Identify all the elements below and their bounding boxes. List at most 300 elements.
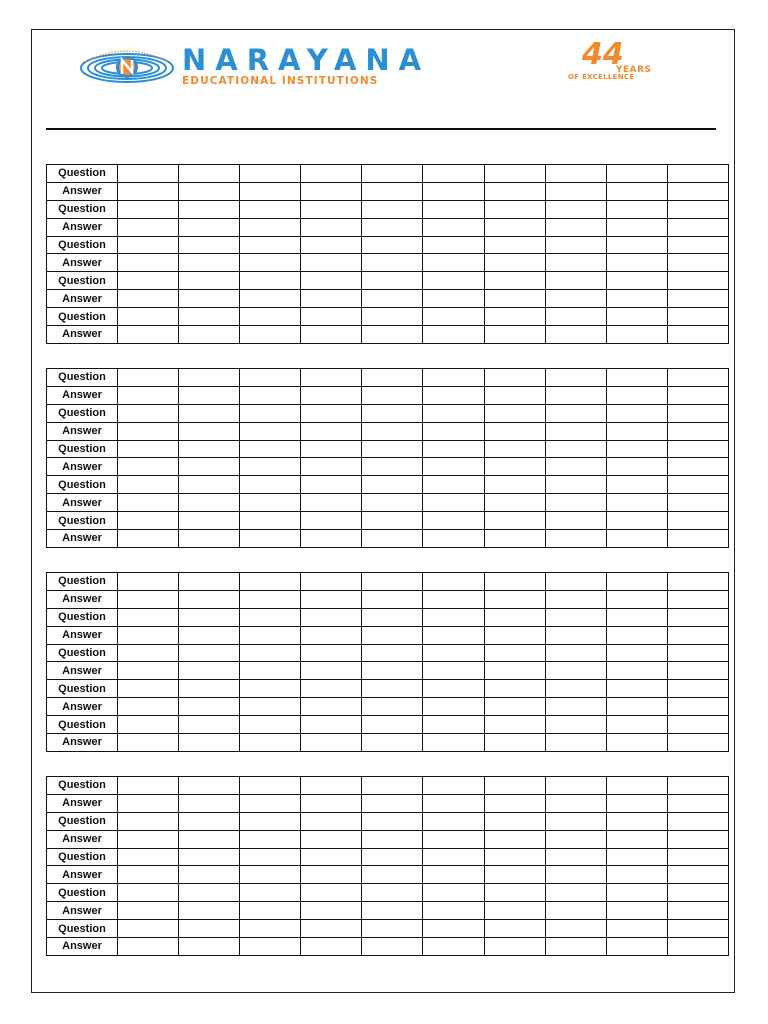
blank-cell[interactable] <box>423 458 484 476</box>
blank-cell[interactable] <box>545 236 606 254</box>
blank-cell[interactable] <box>667 608 728 626</box>
blank-cell[interactable] <box>240 662 301 680</box>
blank-cell[interactable] <box>667 590 728 608</box>
blank-cell[interactable] <box>240 626 301 644</box>
blank-cell[interactable] <box>484 716 545 734</box>
blank-cell[interactable] <box>545 458 606 476</box>
blank-cell[interactable] <box>606 218 667 236</box>
blank-cell[interactable] <box>240 530 301 548</box>
blank-cell[interactable] <box>362 734 423 752</box>
blank-cell[interactable] <box>423 716 484 734</box>
blank-cell[interactable] <box>484 680 545 698</box>
blank-cell[interactable] <box>179 777 240 795</box>
blank-cell[interactable] <box>179 608 240 626</box>
blank-cell[interactable] <box>606 254 667 272</box>
blank-cell[interactable] <box>545 884 606 902</box>
blank-cell[interactable] <box>667 440 728 458</box>
blank-cell[interactable] <box>423 734 484 752</box>
blank-cell[interactable] <box>667 626 728 644</box>
blank-cell[interactable] <box>118 272 179 290</box>
blank-cell[interactable] <box>301 440 362 458</box>
blank-cell[interactable] <box>423 182 484 200</box>
blank-cell[interactable] <box>362 938 423 956</box>
blank-cell[interactable] <box>179 698 240 716</box>
blank-cell[interactable] <box>179 680 240 698</box>
blank-cell[interactable] <box>545 680 606 698</box>
blank-cell[interactable] <box>423 165 484 183</box>
blank-cell[interactable] <box>118 608 179 626</box>
blank-cell[interactable] <box>606 476 667 494</box>
blank-cell[interactable] <box>301 386 362 404</box>
blank-cell[interactable] <box>484 794 545 812</box>
blank-cell[interactable] <box>606 404 667 422</box>
blank-cell[interactable] <box>606 165 667 183</box>
blank-cell[interactable] <box>240 716 301 734</box>
blank-cell[interactable] <box>606 920 667 938</box>
blank-cell[interactable] <box>484 404 545 422</box>
blank-cell[interactable] <box>606 662 667 680</box>
blank-cell[interactable] <box>423 530 484 548</box>
blank-cell[interactable] <box>240 698 301 716</box>
blank-cell[interactable] <box>362 494 423 512</box>
blank-cell[interactable] <box>240 369 301 387</box>
blank-cell[interactable] <box>240 290 301 308</box>
blank-cell[interactable] <box>667 716 728 734</box>
blank-cell[interactable] <box>118 794 179 812</box>
blank-cell[interactable] <box>118 626 179 644</box>
blank-cell[interactable] <box>667 369 728 387</box>
blank-cell[interactable] <box>118 494 179 512</box>
blank-cell[interactable] <box>667 404 728 422</box>
blank-cell[interactable] <box>484 590 545 608</box>
blank-cell[interactable] <box>118 530 179 548</box>
blank-cell[interactable] <box>606 182 667 200</box>
blank-cell[interactable] <box>484 290 545 308</box>
blank-cell[interactable] <box>606 866 667 884</box>
blank-cell[interactable] <box>118 512 179 530</box>
blank-cell[interactable] <box>240 218 301 236</box>
blank-cell[interactable] <box>667 200 728 218</box>
blank-cell[interactable] <box>301 236 362 254</box>
blank-cell[interactable] <box>423 386 484 404</box>
blank-cell[interactable] <box>240 794 301 812</box>
blank-cell[interactable] <box>545 218 606 236</box>
blank-cell[interactable] <box>606 369 667 387</box>
blank-cell[interactable] <box>606 386 667 404</box>
blank-cell[interactable] <box>301 866 362 884</box>
blank-cell[interactable] <box>667 458 728 476</box>
blank-cell[interactable] <box>179 716 240 734</box>
blank-cell[interactable] <box>423 812 484 830</box>
blank-cell[interactable] <box>606 812 667 830</box>
blank-cell[interactable] <box>118 716 179 734</box>
blank-cell[interactable] <box>667 476 728 494</box>
blank-cell[interactable] <box>606 734 667 752</box>
blank-cell[interactable] <box>240 165 301 183</box>
blank-cell[interactable] <box>667 680 728 698</box>
blank-cell[interactable] <box>301 200 362 218</box>
blank-cell[interactable] <box>301 608 362 626</box>
blank-cell[interactable] <box>240 386 301 404</box>
blank-cell[interactable] <box>667 530 728 548</box>
blank-cell[interactable] <box>240 848 301 866</box>
blank-cell[interactable] <box>545 866 606 884</box>
blank-cell[interactable] <box>423 236 484 254</box>
blank-cell[interactable] <box>240 920 301 938</box>
blank-cell[interactable] <box>301 644 362 662</box>
blank-cell[interactable] <box>179 476 240 494</box>
blank-cell[interactable] <box>240 938 301 956</box>
blank-cell[interactable] <box>667 494 728 512</box>
blank-cell[interactable] <box>362 165 423 183</box>
blank-cell[interactable] <box>362 608 423 626</box>
blank-cell[interactable] <box>240 476 301 494</box>
blank-cell[interactable] <box>423 308 484 326</box>
blank-cell[interactable] <box>606 644 667 662</box>
blank-cell[interactable] <box>118 422 179 440</box>
blank-cell[interactable] <box>301 458 362 476</box>
blank-cell[interactable] <box>362 716 423 734</box>
blank-cell[interactable] <box>240 254 301 272</box>
blank-cell[interactable] <box>545 182 606 200</box>
blank-cell[interactable] <box>179 218 240 236</box>
blank-cell[interactable] <box>118 866 179 884</box>
blank-cell[interactable] <box>240 644 301 662</box>
blank-cell[interactable] <box>362 902 423 920</box>
blank-cell[interactable] <box>484 512 545 530</box>
blank-cell[interactable] <box>423 920 484 938</box>
blank-cell[interactable] <box>484 777 545 795</box>
blank-cell[interactable] <box>301 734 362 752</box>
blank-cell[interactable] <box>179 404 240 422</box>
blank-cell[interactable] <box>118 830 179 848</box>
blank-cell[interactable] <box>423 608 484 626</box>
blank-cell[interactable] <box>545 662 606 680</box>
blank-cell[interactable] <box>606 777 667 795</box>
blank-cell[interactable] <box>545 308 606 326</box>
blank-cell[interactable] <box>118 308 179 326</box>
blank-cell[interactable] <box>301 680 362 698</box>
blank-cell[interactable] <box>545 938 606 956</box>
blank-cell[interactable] <box>362 866 423 884</box>
blank-cell[interactable] <box>423 422 484 440</box>
blank-cell[interactable] <box>484 218 545 236</box>
blank-cell[interactable] <box>179 326 240 344</box>
blank-cell[interactable] <box>301 272 362 290</box>
blank-cell[interactable] <box>545 573 606 591</box>
blank-cell[interactable] <box>118 326 179 344</box>
blank-cell[interactable] <box>179 884 240 902</box>
blank-cell[interactable] <box>423 290 484 308</box>
blank-cell[interactable] <box>362 848 423 866</box>
blank-cell[interactable] <box>362 590 423 608</box>
blank-cell[interactable] <box>362 236 423 254</box>
blank-cell[interactable] <box>301 165 362 183</box>
blank-cell[interactable] <box>667 512 728 530</box>
blank-cell[interactable] <box>484 884 545 902</box>
blank-cell[interactable] <box>667 884 728 902</box>
blank-cell[interactable] <box>362 326 423 344</box>
blank-cell[interactable] <box>362 680 423 698</box>
blank-cell[interactable] <box>362 777 423 795</box>
blank-cell[interactable] <box>667 848 728 866</box>
blank-cell[interactable] <box>484 236 545 254</box>
blank-cell[interactable] <box>118 165 179 183</box>
blank-cell[interactable] <box>423 369 484 387</box>
blank-cell[interactable] <box>484 698 545 716</box>
blank-cell[interactable] <box>362 404 423 422</box>
blank-cell[interactable] <box>301 848 362 866</box>
blank-cell[interactable] <box>301 476 362 494</box>
blank-cell[interactable] <box>118 884 179 902</box>
blank-cell[interactable] <box>545 777 606 795</box>
blank-cell[interactable] <box>301 902 362 920</box>
blank-cell[interactable] <box>362 386 423 404</box>
blank-cell[interactable] <box>606 494 667 512</box>
blank-cell[interactable] <box>118 290 179 308</box>
blank-cell[interactable] <box>484 626 545 644</box>
blank-cell[interactable] <box>301 626 362 644</box>
blank-cell[interactable] <box>545 590 606 608</box>
blank-cell[interactable] <box>606 680 667 698</box>
blank-cell[interactable] <box>362 512 423 530</box>
blank-cell[interactable] <box>240 902 301 920</box>
blank-cell[interactable] <box>362 458 423 476</box>
blank-cell[interactable] <box>545 272 606 290</box>
blank-cell[interactable] <box>362 920 423 938</box>
blank-cell[interactable] <box>484 608 545 626</box>
blank-cell[interactable] <box>301 938 362 956</box>
blank-cell[interactable] <box>545 734 606 752</box>
blank-cell[interactable] <box>240 308 301 326</box>
blank-cell[interactable] <box>179 200 240 218</box>
blank-cell[interactable] <box>240 734 301 752</box>
blank-cell[interactable] <box>118 573 179 591</box>
blank-cell[interactable] <box>301 590 362 608</box>
blank-cell[interactable] <box>667 866 728 884</box>
blank-cell[interactable] <box>179 644 240 662</box>
blank-cell[interactable] <box>301 698 362 716</box>
blank-cell[interactable] <box>179 422 240 440</box>
blank-cell[interactable] <box>606 698 667 716</box>
blank-cell[interactable] <box>667 386 728 404</box>
blank-cell[interactable] <box>606 290 667 308</box>
blank-cell[interactable] <box>484 902 545 920</box>
blank-cell[interactable] <box>667 920 728 938</box>
blank-cell[interactable] <box>301 812 362 830</box>
blank-cell[interactable] <box>240 494 301 512</box>
blank-cell[interactable] <box>362 884 423 902</box>
blank-cell[interactable] <box>423 794 484 812</box>
blank-cell[interactable] <box>179 308 240 326</box>
blank-cell[interactable] <box>240 866 301 884</box>
blank-cell[interactable] <box>240 573 301 591</box>
blank-cell[interactable] <box>484 272 545 290</box>
blank-cell[interactable] <box>545 200 606 218</box>
blank-cell[interactable] <box>301 308 362 326</box>
blank-cell[interactable] <box>179 662 240 680</box>
blank-cell[interactable] <box>667 254 728 272</box>
blank-cell[interactable] <box>484 386 545 404</box>
blank-cell[interactable] <box>667 218 728 236</box>
blank-cell[interactable] <box>118 938 179 956</box>
blank-cell[interactable] <box>118 698 179 716</box>
blank-cell[interactable] <box>606 440 667 458</box>
blank-cell[interactable] <box>484 165 545 183</box>
blank-cell[interactable] <box>667 938 728 956</box>
blank-cell[interactable] <box>545 530 606 548</box>
blank-cell[interactable] <box>179 590 240 608</box>
blank-cell[interactable] <box>606 573 667 591</box>
blank-cell[interactable] <box>362 830 423 848</box>
blank-cell[interactable] <box>606 512 667 530</box>
blank-cell[interactable] <box>606 200 667 218</box>
blank-cell[interactable] <box>606 236 667 254</box>
blank-cell[interactable] <box>118 662 179 680</box>
blank-cell[interactable] <box>301 777 362 795</box>
blank-cell[interactable] <box>301 326 362 344</box>
blank-cell[interactable] <box>179 734 240 752</box>
blank-cell[interactable] <box>606 608 667 626</box>
blank-cell[interactable] <box>545 848 606 866</box>
blank-cell[interactable] <box>484 369 545 387</box>
blank-cell[interactable] <box>179 254 240 272</box>
blank-cell[interactable] <box>545 698 606 716</box>
blank-cell[interactable] <box>545 512 606 530</box>
blank-cell[interactable] <box>484 422 545 440</box>
blank-cell[interactable] <box>301 422 362 440</box>
blank-cell[interactable] <box>301 182 362 200</box>
blank-cell[interactable] <box>362 440 423 458</box>
blank-cell[interactable] <box>545 716 606 734</box>
blank-cell[interactable] <box>118 404 179 422</box>
blank-cell[interactable] <box>545 830 606 848</box>
blank-cell[interactable] <box>240 830 301 848</box>
blank-cell[interactable] <box>118 734 179 752</box>
blank-cell[interactable] <box>362 573 423 591</box>
blank-cell[interactable] <box>179 440 240 458</box>
blank-cell[interactable] <box>118 369 179 387</box>
blank-cell[interactable] <box>545 165 606 183</box>
blank-cell[interactable] <box>545 902 606 920</box>
blank-cell[interactable] <box>301 512 362 530</box>
blank-cell[interactable] <box>484 200 545 218</box>
blank-cell[interactable] <box>118 254 179 272</box>
blank-cell[interactable] <box>240 777 301 795</box>
blank-cell[interactable] <box>484 812 545 830</box>
blank-cell[interactable] <box>667 165 728 183</box>
blank-cell[interactable] <box>118 182 179 200</box>
blank-cell[interactable] <box>667 698 728 716</box>
blank-cell[interactable] <box>423 777 484 795</box>
blank-cell[interactable] <box>179 866 240 884</box>
blank-cell[interactable] <box>240 512 301 530</box>
blank-cell[interactable] <box>301 254 362 272</box>
blank-cell[interactable] <box>118 920 179 938</box>
blank-cell[interactable] <box>667 272 728 290</box>
blank-cell[interactable] <box>118 680 179 698</box>
blank-cell[interactable] <box>240 200 301 218</box>
blank-cell[interactable] <box>423 938 484 956</box>
blank-cell[interactable] <box>362 662 423 680</box>
blank-cell[interactable] <box>362 626 423 644</box>
blank-cell[interactable] <box>545 476 606 494</box>
blank-cell[interactable] <box>423 254 484 272</box>
blank-cell[interactable] <box>179 386 240 404</box>
blank-cell[interactable] <box>667 662 728 680</box>
blank-cell[interactable] <box>301 369 362 387</box>
blank-cell[interactable] <box>545 812 606 830</box>
blank-cell[interactable] <box>301 290 362 308</box>
blank-cell[interactable] <box>667 644 728 662</box>
blank-cell[interactable] <box>423 830 484 848</box>
blank-cell[interactable] <box>240 326 301 344</box>
blank-cell[interactable] <box>484 734 545 752</box>
blank-cell[interactable] <box>484 530 545 548</box>
blank-cell[interactable] <box>301 830 362 848</box>
blank-cell[interactable] <box>240 812 301 830</box>
blank-cell[interactable] <box>179 902 240 920</box>
blank-cell[interactable] <box>362 290 423 308</box>
blank-cell[interactable] <box>545 254 606 272</box>
blank-cell[interactable] <box>545 422 606 440</box>
blank-cell[interactable] <box>362 530 423 548</box>
blank-cell[interactable] <box>423 476 484 494</box>
blank-cell[interactable] <box>484 326 545 344</box>
blank-cell[interactable] <box>362 698 423 716</box>
blank-cell[interactable] <box>240 608 301 626</box>
blank-cell[interactable] <box>423 494 484 512</box>
blank-cell[interactable] <box>667 777 728 795</box>
blank-cell[interactable] <box>118 590 179 608</box>
blank-cell[interactable] <box>240 590 301 608</box>
blank-cell[interactable] <box>667 182 728 200</box>
blank-cell[interactable] <box>240 440 301 458</box>
blank-cell[interactable] <box>179 812 240 830</box>
blank-cell[interactable] <box>545 290 606 308</box>
blank-cell[interactable] <box>301 884 362 902</box>
blank-cell[interactable] <box>240 458 301 476</box>
blank-cell[interactable] <box>545 440 606 458</box>
blank-cell[interactable] <box>606 590 667 608</box>
blank-cell[interactable] <box>362 254 423 272</box>
blank-cell[interactable] <box>362 422 423 440</box>
blank-cell[interactable] <box>118 458 179 476</box>
blank-cell[interactable] <box>240 182 301 200</box>
blank-cell[interactable] <box>484 830 545 848</box>
blank-cell[interactable] <box>423 848 484 866</box>
blank-cell[interactable] <box>484 938 545 956</box>
blank-cell[interactable] <box>118 386 179 404</box>
blank-cell[interactable] <box>667 422 728 440</box>
blank-cell[interactable] <box>423 902 484 920</box>
blank-cell[interactable] <box>545 626 606 644</box>
blank-cell[interactable] <box>362 200 423 218</box>
blank-cell[interactable] <box>667 308 728 326</box>
blank-cell[interactable] <box>240 404 301 422</box>
blank-cell[interactable] <box>484 573 545 591</box>
blank-cell[interactable] <box>240 680 301 698</box>
blank-cell[interactable] <box>423 272 484 290</box>
blank-cell[interactable] <box>362 794 423 812</box>
blank-cell[interactable] <box>667 902 728 920</box>
blank-cell[interactable] <box>362 369 423 387</box>
blank-cell[interactable] <box>484 182 545 200</box>
blank-cell[interactable] <box>423 218 484 236</box>
blank-cell[interactable] <box>606 938 667 956</box>
blank-cell[interactable] <box>423 698 484 716</box>
blank-cell[interactable] <box>606 716 667 734</box>
